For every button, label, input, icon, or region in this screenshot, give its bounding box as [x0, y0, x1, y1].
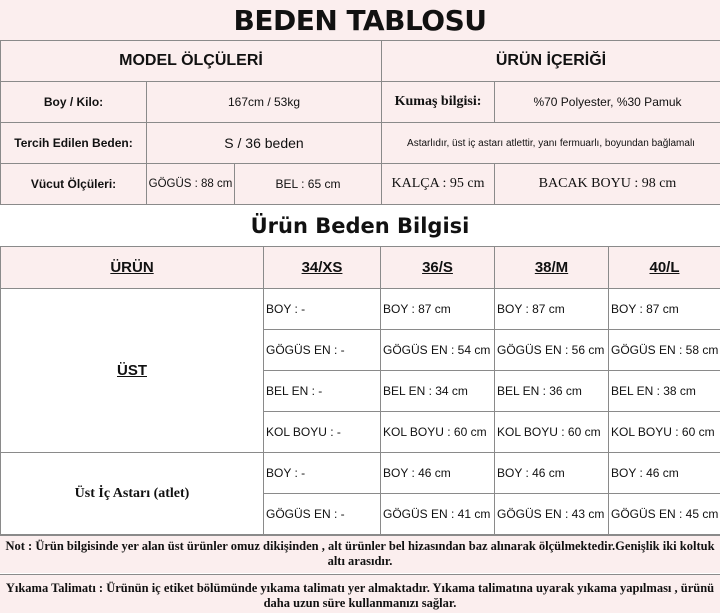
table-cell: KOL BOYU : 60 cm: [381, 412, 495, 453]
table-cell: BOY : 46 cm: [609, 453, 720, 494]
col-header-38-m: 38/M: [495, 247, 609, 289]
table-cell: GÖGÜS EN : -: [264, 330, 381, 371]
table-cell: BOY : 46 cm: [381, 453, 495, 494]
content-header: ÜRÜN İÇERİĞİ: [382, 41, 720, 82]
table-cell: BOY : 87 cm: [495, 289, 609, 330]
fabric-value: %70 Polyester, %30 Pamuk: [495, 82, 720, 123]
hip-measurement: KALÇA : 95 cm: [382, 164, 495, 205]
table-cell: GÖGÜS EN : 45 cm: [609, 494, 720, 535]
page-title: BEDEN TABLOSU: [0, 0, 720, 40]
category-top: ÜST: [1, 289, 264, 453]
size-table: [0, 246, 720, 535]
fabric-label: Kumaş bilgisi:: [382, 82, 495, 123]
table-cell: GÖGÜS EN : -: [264, 494, 381, 535]
table-cell: GÖGÜS EN : 41 cm: [381, 494, 495, 535]
col-header-34-xs: 34/XS: [264, 247, 381, 289]
col-header-36-s: 36/S: [381, 247, 495, 289]
inseam-measurement: BACAK BOYU : 98 cm: [495, 164, 720, 205]
table-cell: KOL BOYU : -: [264, 412, 381, 453]
table-cell: BEL EN : 36 cm: [495, 371, 609, 412]
col-header-product: ÜRÜN: [1, 247, 264, 289]
table-cell: BEL EN : 38 cm: [609, 371, 720, 412]
preferred-size-label: Tercih Edilen Beden:: [1, 123, 147, 164]
category-top-lining: Üst İç Astarı (atlet): [1, 453, 264, 535]
measurement-note: Not : Ürün bilgisinde yer alan üst ürünler omuz dikişinden , alt ürünler bel hizasından baz alınarak ölçülmektedir.Genişlik iki koltuk altı arasıdır.: [0, 535, 720, 573]
table-cell: BOY : 87 cm: [609, 289, 720, 330]
waist-measurement: BEL : 65 cm: [235, 164, 382, 205]
table-cell: KOL BOYU : 60 cm: [495, 412, 609, 453]
table-cell: BOY : -: [264, 289, 381, 330]
table-cell: GÖGÜS EN : 56 cm: [495, 330, 609, 371]
size-info-title: Ürün Beden Bilgisi: [250, 214, 470, 238]
model-header: MODEL ÖLÇÜLERİ: [1, 41, 382, 82]
preferred-size-value: S / 36 beden: [147, 123, 382, 164]
table-cell: BOY : 46 cm: [495, 453, 609, 494]
height-weight-label: Boy / Kilo:: [1, 82, 147, 123]
height-weight-value: 167cm / 53kg: [147, 82, 382, 123]
bust-measurement: GÖGÜS : 88 cm: [147, 164, 235, 205]
table-cell: BOY : -: [264, 453, 381, 494]
body-measurements-label: Vücut Ölçüleri:: [1, 164, 147, 205]
table-cell: GÖGÜS EN : 43 cm: [495, 494, 609, 535]
model-and-content-table: [0, 40, 720, 205]
table-cell: GÖGÜS EN : 54 cm: [381, 330, 495, 371]
table-cell: BOY : 87 cm: [381, 289, 495, 330]
table-cell: GÖGÜS EN : 58 cm: [609, 330, 720, 371]
table-cell: BEL EN : -: [264, 371, 381, 412]
product-description: Astarlıdır, üst iç astarı atlettir, yanı fermuarlı, boyundan bağlamalı: [382, 123, 720, 164]
table-cell: KOL BOYU : 60 cm: [609, 412, 720, 453]
col-header-40-l: 40/L: [609, 247, 720, 289]
table-cell: BEL EN : 34 cm: [381, 371, 495, 412]
washing-instructions: Yıkama Talimatı : Ürünün iç etiket bölümünde yıkama talimatı yer almaktadır. Yıkama talimatına uyarak yıkama yapılması , ürünü daha uzun süre kullanmanızı sağlar.: [0, 574, 720, 613]
